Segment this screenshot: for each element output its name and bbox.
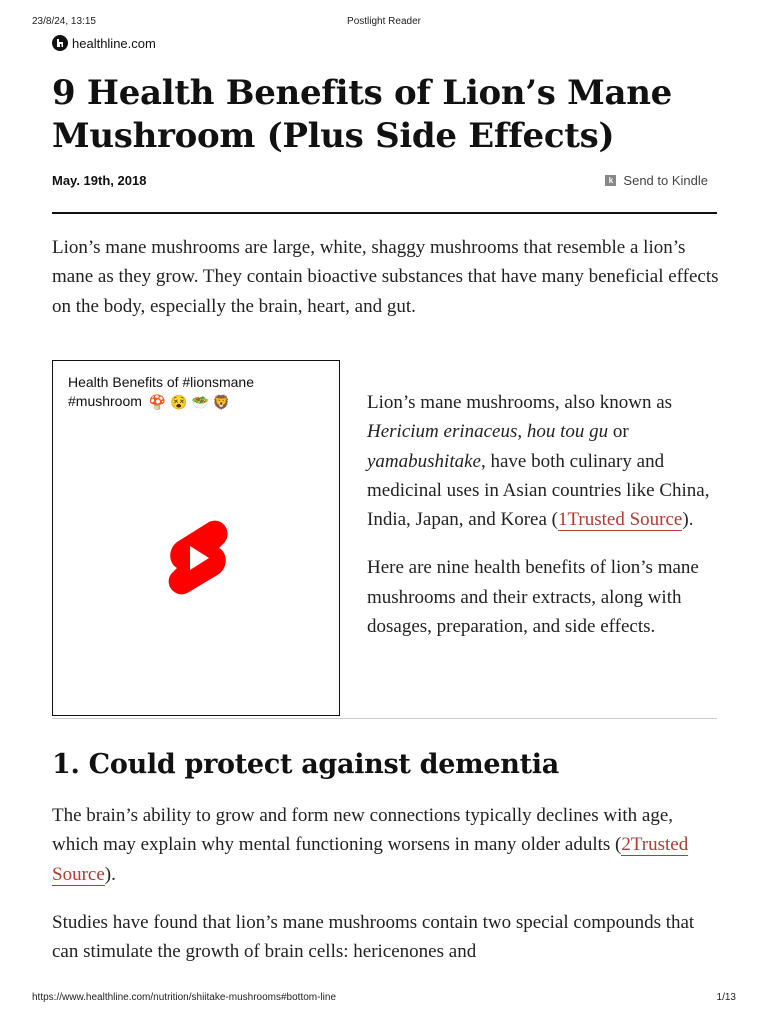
section1-p1-end: ).	[104, 863, 116, 885]
article-title: 9 Health Benefits of Lion’s Mane Mushroom (Plus Side Effects)	[52, 73, 672, 156]
site-name: healthline.com	[72, 35, 156, 51]
video-embed[interactable]	[52, 360, 340, 716]
print-datetime: 23/8/24, 13:15	[32, 16, 96, 27]
section-heading-1: 1. Could protect against dementia	[52, 749, 559, 780]
send-to-kindle-button[interactable]	[605, 173, 708, 188]
print-page-number: 1/13	[716, 992, 736, 1003]
article-date: May. 19th, 2018	[52, 173, 147, 188]
video-title-emojis: 🍄 😵 🥗 🦁	[148, 393, 231, 410]
header-divider	[52, 212, 717, 214]
section1-p1-text: The brain’s ability to grow and form new connections typically declines with age, which may explain why mental functioning worsens in many older adults (	[52, 805, 674, 856]
intro-paragraph: Lion’s mane mushrooms are large, white, shaggy mushrooms that resemble a lion’s mane as they grow. They contain bioactive substances that have many beneficial effects on the body, especially the brain, heart, and gut.	[52, 237, 719, 317]
kindle-icon: k	[605, 175, 616, 186]
video-title	[68, 373, 328, 412]
section1-paragraph-2: Studies have found that lion’s mane mushrooms contain two special compounds that can stimulate the growth of brain cells: hericenones and	[52, 912, 695, 963]
side-paragraph-1	[367, 388, 717, 534]
section-divider	[52, 718, 717, 719]
section1-paragraph-1	[52, 801, 720, 889]
side-p1-text-d: , have both culinary and medicinal uses in Asian countries like China, India, Japan, and Korea (	[367, 450, 710, 531]
side-p1-text-c: or	[608, 421, 629, 443]
video-title-line2: #mushroom	[68, 393, 142, 409]
side-p1-japanese-name: yamabushitake	[367, 450, 481, 472]
side-paragraph-2: Here are nine health benefits of lion’s mane mushrooms and their extracts, along with dosages, preparation, and side effects.	[367, 557, 699, 638]
video-title-line1: Health Benefits of #lionsmane	[68, 374, 254, 390]
side-p1-text-e: ).	[682, 509, 694, 531]
side-p1-text-b: ,	[517, 421, 527, 443]
site-brand[interactable]	[52, 35, 156, 51]
side-text	[367, 388, 717, 660]
print-footer	[32, 992, 736, 1006]
side-p1-text-a: Lion’s mane mushrooms, also known as	[367, 392, 673, 413]
healthline-logo-icon	[52, 35, 68, 51]
side-p1-latin-name: Hericium erinaceus	[367, 421, 518, 443]
trusted-source-link-1[interactable]: 1Trusted Source	[557, 509, 683, 531]
trusted-source-link-2[interactable]: 2Trusted Source	[52, 834, 689, 885]
send-to-kindle-label: Send to Kindle	[623, 173, 708, 188]
print-app-title: Postlight Reader	[347, 16, 421, 27]
print-url: https://www.healthline.com/nutrition/shiitake-mushrooms#bottom-line	[32, 992, 337, 1003]
youtube-shorts-play-icon[interactable]	[163, 516, 231, 600]
print-header	[32, 16, 736, 30]
side-p1-chinese-name: hou tou gu	[526, 421, 609, 443]
